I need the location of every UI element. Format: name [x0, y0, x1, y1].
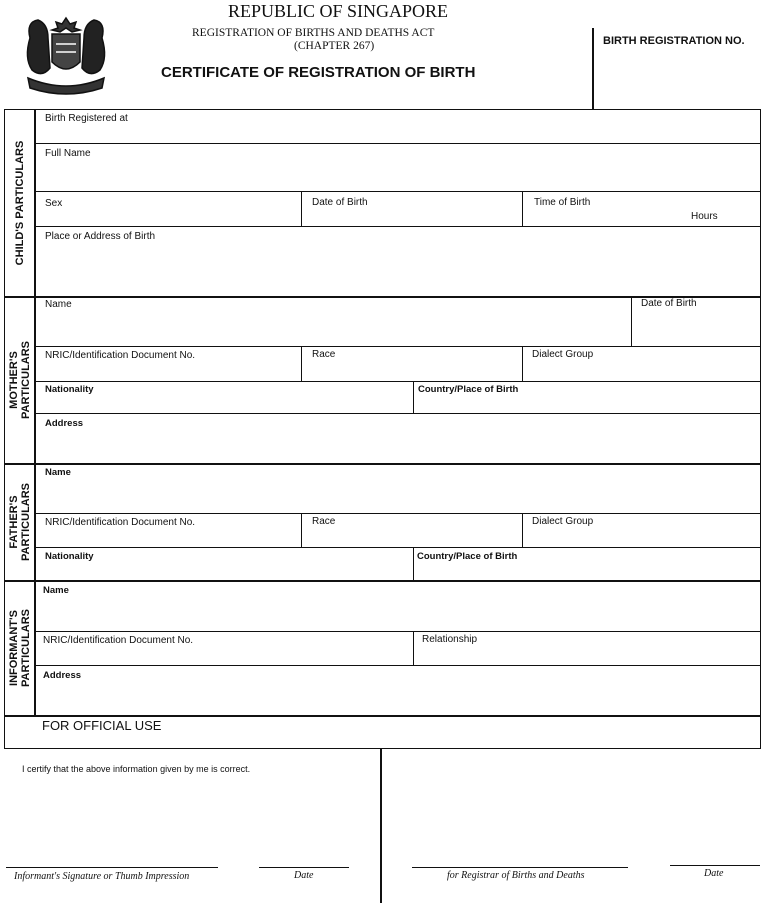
- father-nric-label: NRIC/Identification Document No.: [45, 517, 196, 528]
- child-sex-label: Sex: [45, 198, 63, 209]
- informant-date-label: Date: [294, 870, 314, 881]
- official-use-label: FOR OFFICIAL USE: [42, 718, 162, 733]
- registrar-date-label: Date: [704, 868, 724, 879]
- mother-dob-label: Date of Birth: [641, 298, 697, 309]
- mother-race-label: Race: [312, 349, 336, 360]
- birth-registration-no-label: BIRTH REGISTRATION NO.: [603, 35, 745, 47]
- informant-signature-label: Informant's Signature or Thumb Impression: [14, 871, 190, 882]
- child-dob-label: Date of Birth: [312, 197, 368, 208]
- informant-address-label: Address: [43, 670, 82, 681]
- act-heading: REGISTRATION OF BIRTHS AND DEATHS ACT: [192, 27, 435, 39]
- father-name-label: Name: [45, 467, 71, 478]
- certificate-title: CERTIFICATE OF REGISTRATION OF BIRTH: [161, 64, 476, 81]
- time-of-birth-label: Time of Birth: [534, 197, 591, 208]
- mother-section-label: MOTHER'S PARTICULARS: [7, 340, 32, 420]
- father-race-label: Race: [312, 516, 336, 527]
- mother-country-label: Country/Place of Birth: [418, 384, 519, 395]
- informant-nric-label: NRIC/Identification Document No.: [43, 635, 194, 646]
- father-dialect-label: Dialect Group: [532, 516, 594, 527]
- birth-registered-at-label: Birth Registered at: [45, 113, 128, 124]
- mother-address-label: Address: [45, 418, 84, 429]
- place-of-birth-label: Place or Address of Birth: [45, 231, 156, 242]
- mother-nationality-label: Nationality: [45, 384, 94, 395]
- father-nationality-label: Nationality: [45, 551, 94, 562]
- father-section-label: FATHER'S PARTICULARS: [7, 482, 32, 562]
- mother-dialect-label: Dialect Group: [532, 349, 594, 360]
- hours-label: Hours: [691, 211, 718, 222]
- coat-of-arms-icon: [18, 8, 114, 100]
- informant-relationship-label: Relationship: [422, 634, 478, 645]
- child-section-label: CHILD'S PARTICULARS: [13, 140, 26, 266]
- certification-statement: I certify that the above information given by me is correct.: [22, 764, 251, 774]
- chapter-heading: (CHAPTER 267): [294, 40, 375, 52]
- form-frame: [4, 109, 761, 749]
- mother-name-label: Name: [45, 299, 72, 310]
- father-country-label: Country/Place of Birth: [417, 551, 518, 562]
- republic-heading: REPUBLIC OF SINGAPORE: [228, 1, 449, 21]
- registrar-label: for Registrar of Births and Deaths: [447, 870, 585, 881]
- child-full-name-label: Full Name: [45, 148, 91, 159]
- mother-nric-label: NRIC/Identification Document No.: [45, 350, 196, 361]
- informant-section-label: INFORMANT'S PARTICULARS: [7, 608, 32, 688]
- informant-name-label: Name: [43, 585, 69, 596]
